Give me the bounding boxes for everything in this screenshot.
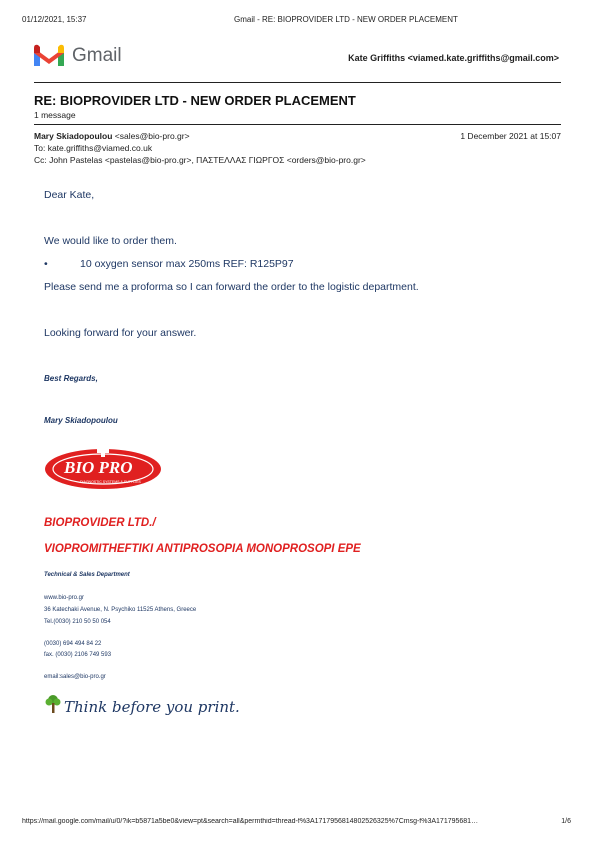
footer-page-number: 1/6 xyxy=(561,818,571,825)
divider xyxy=(34,82,561,83)
sender-name: Mary Skiadopoulou xyxy=(34,131,113,141)
thread-subject: RE: BIOPROVIDER LTD - NEW ORDER PLACEMENT xyxy=(34,93,356,108)
company-address: 36 Katechaki Avenue, N. Psychiko 11525 Athens, Greece xyxy=(44,607,197,613)
company-tel: Tel.(0030) 210 50 50 054 xyxy=(44,619,111,625)
company-fax: fax. (0030) 2106 749 593 xyxy=(44,652,112,658)
company-website-link[interactable]: www.bio-pro.gr xyxy=(44,595,85,601)
company-name-2: VIOPROMITHEFTIKI ANTIPROSOPIA MONOPROSOPI EPE xyxy=(44,543,361,555)
print-datetime: 01/12/2021, 15:37 xyxy=(22,15,87,24)
footer-url: https://mail.google.com/mail/u/0/?ik=b5871a5be0&view=pt&search=all&permthid=thread-f%3A1717956814802526325%7Cmsg-f%3A171795681… xyxy=(22,818,479,825)
recipient-to: To: kate.griffiths@viamed.co.uk xyxy=(34,143,153,153)
bio-pro-logo-subtext: DIAGNOSTIC SYSTEMS & SUPPLIES xyxy=(80,480,141,484)
bullet-marker: • xyxy=(44,258,48,270)
recipient-cc: Cc: John Pastelas <pastelas@bio-pro.gr>, ΠΑΣΤΕΛΛΑΣ ΓΙΩΡΓΟΣ <orders@bio-pro.gr> xyxy=(34,155,366,165)
gmail-m-icon xyxy=(34,44,64,67)
company-department: Technical & Sales Department xyxy=(44,572,130,578)
bio-pro-logo xyxy=(44,447,162,491)
company-name-1: BIOPROVIDER LTD./ xyxy=(44,517,156,529)
think-before-print: Think before you print. xyxy=(64,698,240,716)
company-email-link[interactable]: email:sales@bio-pro.gr xyxy=(44,674,106,680)
sender xyxy=(34,131,190,141)
gmail-logo xyxy=(34,44,64,72)
message-date: 1 December 2021 at 15:07 xyxy=(460,131,561,141)
signature-name: Mary Skiadopoulou xyxy=(44,416,118,425)
bullet-item: 10 oxygen sensor max 250ms REF: R125P97 xyxy=(80,258,294,270)
company-mobile: (0030) 694 494 84 22 xyxy=(44,641,102,647)
body-line-3: Looking forward for your answer. xyxy=(44,327,197,339)
bio-pro-logo-text: BIO PRO xyxy=(64,458,133,477)
thread-count: 1 message xyxy=(34,110,76,120)
gmail-logo-text: Gmail xyxy=(72,45,122,66)
body-line-2: Please send me a proforma so I can forward the order to the logistic department. xyxy=(44,281,419,293)
sender-email: <sales@bio-pro.gr> xyxy=(114,131,190,141)
divider xyxy=(34,124,561,125)
account-label: Kate Griffiths <viamed.kate.griffiths@gmail.com> xyxy=(348,53,559,63)
body-line-1: We would like to order them. xyxy=(44,235,177,247)
tree-icon xyxy=(45,694,61,719)
greeting: Dear Kate, xyxy=(44,189,95,201)
regards: Best Regards, xyxy=(44,374,98,383)
print-page-title: Gmail - RE: BIOPROVIDER LTD - NEW ORDER PLACEMENT xyxy=(234,15,458,24)
